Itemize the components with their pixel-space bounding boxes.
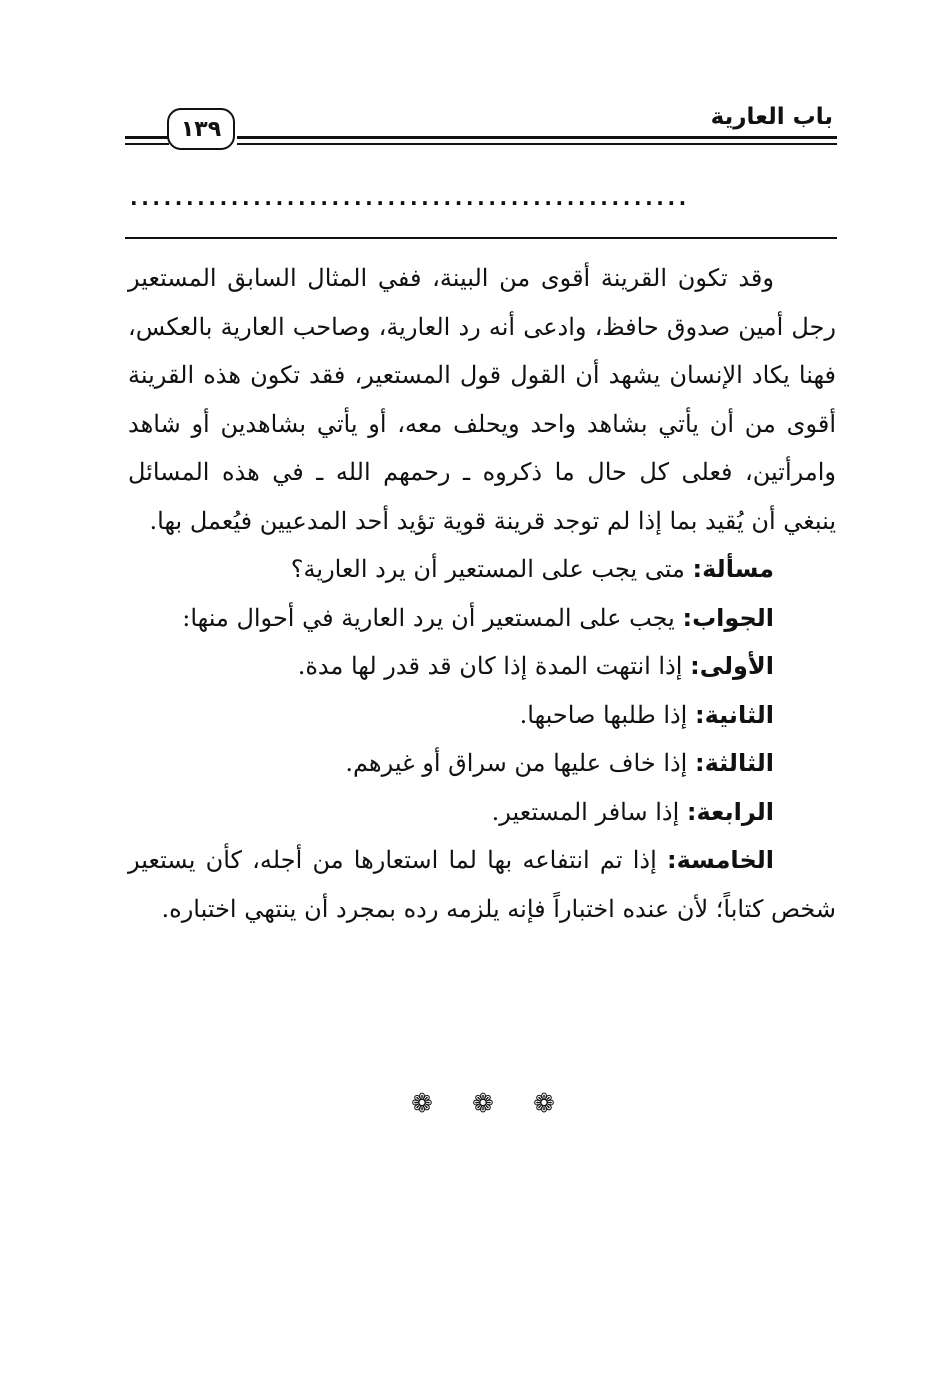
flower-ornament-icon: ❁ — [472, 1089, 494, 1119]
question-label: مسألة: — [692, 555, 774, 583]
answer-label: الجواب: — [682, 603, 774, 632]
list-item — [128, 691, 836, 740]
flower-ornament-icon: ❁ — [411, 1089, 433, 1119]
question — [128, 545, 836, 594]
item-text: إذا انتهت المدة إذا كان قد قدر لها مدة. — [297, 652, 683, 680]
item-label: الثانية: — [694, 700, 774, 729]
page-number: ١٣٩ — [167, 108, 235, 150]
separator-line — [125, 237, 837, 239]
header-rule-right-thin — [237, 143, 837, 145]
item-text: إذا تم انتفاعه بها لما استعارها من أجله، كأن يستعير شخص كتاباً؛ لأن عنده اختباراً فإنه يلزمه رده بمجرد أن ينتهي اختباره. — [128, 846, 836, 923]
flower-ornament-icon: ❁ — [533, 1089, 555, 1119]
paragraph: وقد تكون القرينة أقوى من البينة، ففي المثال السابق المستعير رجل أمين صدوق حافظ، وادعى أنه رد العارية، وصاحب العارية بالعكس، فهنا يكاد الإنسان يشهد أن القول قول المستعير، فقد تكون هذه القرينة أقوى من أن يأتي بشاهد واحد ويحلف معه، أو يأتي بشاهدين أو شاهد وامرأتين، فعلى كل حال ما ذكروه ـ رحمهم الله ـ في هذه المسائل ينبغي أن يُقيد بما إذا لم توجد قرينة قوية تؤيد أحد المدعيين فيُعمل بها. — [128, 264, 836, 535]
list-item — [128, 642, 836, 691]
chapter-title: باب العارية — [710, 104, 833, 130]
dotted-separator: .................................................. — [130, 186, 690, 210]
item-text: إذا خاف عليها من سراق أو غيرهم. — [345, 749, 688, 777]
header-rule-left — [125, 136, 169, 139]
item-text: إذا سافر المستعير. — [491, 797, 680, 826]
section-end-ornament — [408, 1090, 558, 1118]
header-rule-left-thin — [125, 143, 169, 145]
answer-text: يجب على المستعير أن يرد العارية في أحوال منها: — [182, 603, 675, 632]
list-item — [128, 739, 836, 788]
item-label: الخامسة: — [667, 846, 774, 874]
page-header — [125, 102, 837, 162]
item-text: إذا طلبها صاحبها. — [519, 700, 688, 729]
list-item-fifth — [128, 836, 836, 933]
item-label: الأولى: — [690, 652, 774, 680]
item-label: الثالثة: — [694, 749, 774, 777]
list-item — [128, 788, 836, 837]
page-body — [128, 254, 836, 933]
answer — [128, 594, 836, 643]
header-rule-right — [237, 136, 837, 139]
question-text: متى يجب على المستعير أن يرد العارية؟ — [290, 555, 685, 583]
item-label: الرابعة: — [686, 797, 774, 826]
